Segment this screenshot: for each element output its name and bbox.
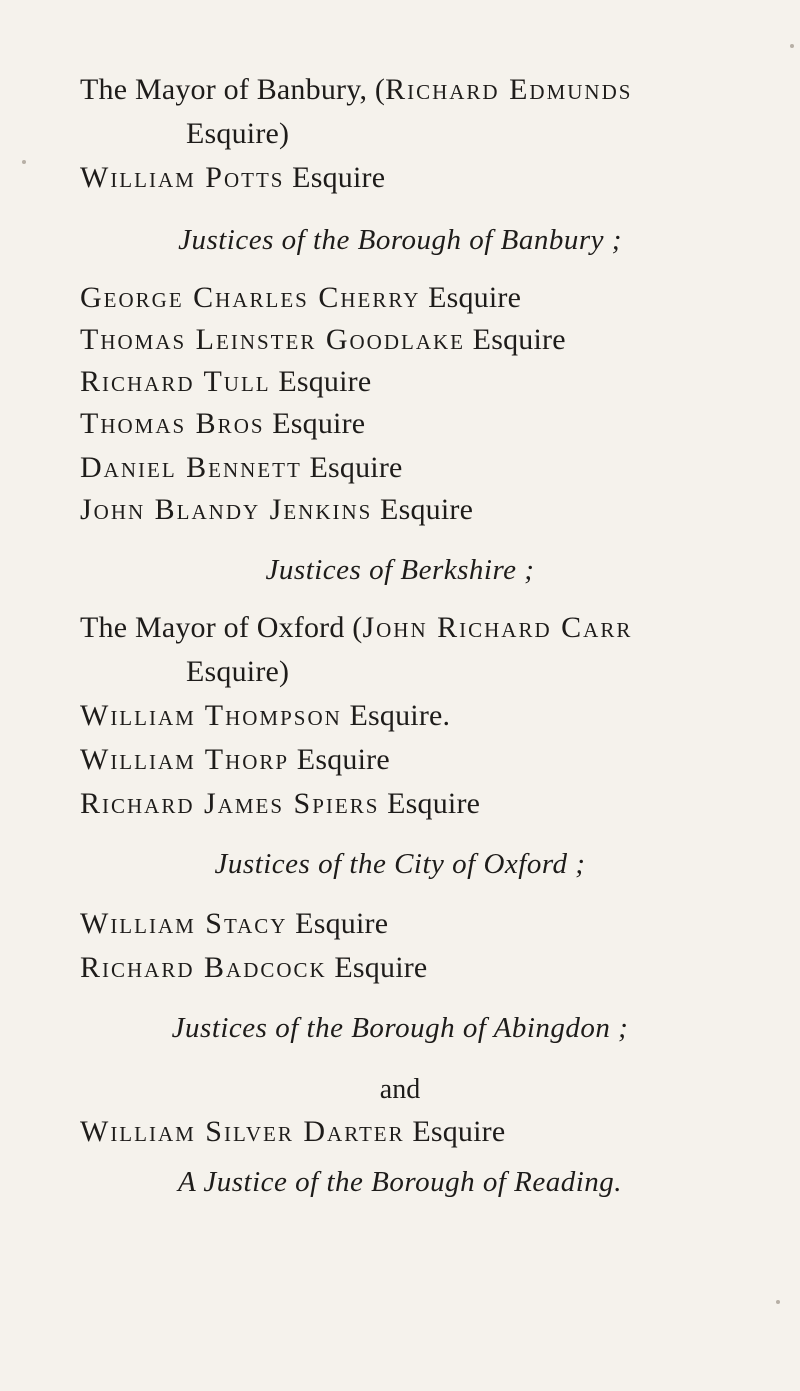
esquire-text: Esquire	[464, 323, 566, 356]
and-conjunction: and	[379, 1074, 421, 1105]
berkshire-justices-heading: Justices of Berkshire ;	[265, 554, 535, 586]
esquire-text: Esquire)	[186, 655, 290, 688]
william-potts-name: William Potts	[80, 161, 285, 194]
esquire-text: Esquire	[289, 743, 390, 776]
mayor-of-banbury-text: The Mayor of Banbury, (	[80, 73, 386, 106]
esquire-continuation	[186, 654, 289, 690]
justice-name: William Thompson	[80, 699, 342, 732]
justice-name: Daniel Bennett	[80, 451, 302, 484]
justice-name-line	[80, 280, 521, 316]
justice-name: William Stacy	[80, 907, 288, 940]
paper-speck	[22, 160, 26, 164]
mayor-of-banbury-line	[80, 72, 632, 108]
justice-name: George Charles Cherry	[80, 281, 421, 314]
justice-name: Richard Tull	[80, 365, 271, 398]
mayor-of-oxford-line	[80, 610, 632, 646]
justice-name: Richard Badcock	[80, 951, 327, 984]
justice-name-line	[80, 450, 403, 486]
justice-name-line	[80, 698, 450, 734]
justice-name: Thomas Bros	[80, 407, 265, 440]
justice-name: Richard James Spiers	[80, 787, 380, 820]
esquire-continuation	[186, 116, 289, 152]
paper-speck	[776, 1300, 780, 1304]
banbury-justices-heading: Justices of the Borough of Banbury ;	[178, 224, 622, 256]
mayor-of-oxford-text: The Mayor of Oxford (	[80, 611, 363, 644]
esquire-text: Esquire	[326, 951, 428, 984]
esquire-text: Esquire.	[341, 699, 451, 732]
justice-name-line	[80, 492, 473, 528]
justice-name: William Thorp	[80, 743, 290, 776]
justice-name-line	[80, 1114, 505, 1150]
esquire-text: Esquire	[420, 281, 522, 314]
justice-name: William Silver Darter	[80, 1115, 405, 1148]
justice-name: Thomas Leinster Goodlake	[80, 323, 465, 356]
esquire-text: Esquire	[264, 407, 366, 440]
reading-justice-heading: A Justice of the Borough of Reading.	[177, 1166, 623, 1198]
justice-name: John Blandy Jenkins	[80, 493, 373, 526]
justice-name-line	[80, 906, 388, 942]
oxford-justices-heading: Justices of the City of Oxford ;	[214, 848, 586, 880]
esquire-text: Esquire	[270, 365, 372, 398]
esquire-text: Esquire	[404, 1115, 506, 1148]
paper-speck	[790, 44, 794, 48]
richard-edmunds-name: Richard Edmunds	[385, 73, 633, 106]
justice-name-line	[80, 786, 480, 822]
justice-name-line	[80, 742, 390, 778]
esquire-text: Esquire	[287, 907, 389, 940]
esquire-text: Esquire	[284, 161, 386, 194]
william-potts-line	[80, 160, 385, 196]
john-richard-carr-name: John Richard Carr	[362, 611, 633, 644]
esquire-text: Esquire	[301, 451, 403, 484]
justice-name-line	[80, 406, 365, 442]
justice-name-line	[80, 364, 371, 400]
esquire-text: Esquire	[372, 493, 474, 526]
abingdon-justices-heading: Justices of the Borough of Abingdon ;	[171, 1012, 629, 1044]
esquire-text: Esquire)	[186, 117, 290, 150]
justice-name-line	[80, 950, 427, 986]
esquire-text: Esquire	[379, 787, 481, 820]
justice-name-line	[80, 322, 566, 358]
